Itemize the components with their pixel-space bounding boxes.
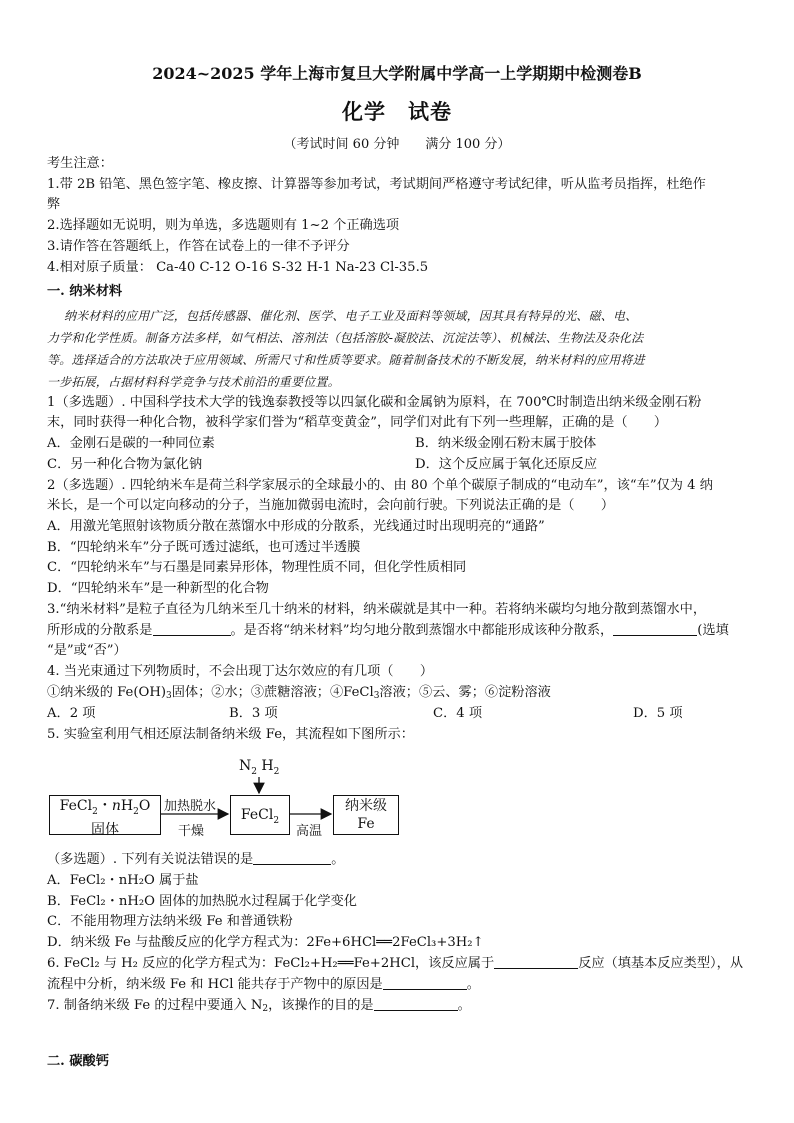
q2-option-b: B．“四轮纳米车”分子既可透过滤纸，也可透过半透膜	[47, 540, 361, 555]
q1-option-c: C．另一种化合物为氯化钠	[47, 457, 203, 472]
section-1-intro-4: 一步拓展，占据材料科学竞争与技术前沿的重要位置。	[47, 375, 340, 389]
q5-option-a: A．FeCl₂・nH₂O 属于盐	[47, 873, 199, 888]
box2-sub: 2	[273, 815, 280, 826]
q4-items-a: ①纳米级的 Fe(OH)	[47, 685, 166, 700]
q2-option-a: A．用激光笔照射该物质分散在蒸馏水中形成的分散系，光线通过时出现明亮的“通路”	[47, 519, 545, 534]
q7-text-a: 7. 制备纳米级 Fe 的过程中要通入 N	[47, 998, 263, 1013]
notice-item-3: 3.请作答在答题纸上，作答在试卷上的一律不予评分	[47, 239, 350, 254]
arrow-1-bottom-label: 干燥	[178, 824, 205, 839]
q1-option-a: A．金刚石是碳的一种同位素	[47, 436, 215, 451]
flow-box-middle	[230, 795, 290, 835]
q1-option-b: B．纳米级金刚石粉末属于胶体	[415, 436, 597, 451]
box1-sub: 2	[92, 806, 98, 817]
q4-option-a: A．2 项	[47, 706, 96, 721]
q4-items-sub-2: 3	[373, 691, 380, 701]
q1-stem-1: 1（多选题）. 中国科学技术大学的钱逸泰教授等以四氯化碳和金属钠为原料，在 700℃时制造出纳米级金刚石粉	[47, 395, 702, 410]
section-1-heading: 一. 纳米材料	[47, 284, 123, 299]
q6-blank-2[interactable]	[383, 977, 467, 990]
exam-title: 2024~2025 学年上海市复旦大学附属中学高一上学期期中检测卷B	[152, 64, 642, 83]
box1-o: O	[138, 798, 151, 814]
q3-text-c: (选填	[697, 623, 729, 638]
box1-state: 固体	[91, 821, 119, 838]
notice-item-2: 2.选择题如无说明，则为单选，多选题则有 1~2 个正确选项	[47, 218, 400, 233]
box1-fecl: FeCl	[59, 798, 93, 814]
q1-option-d: D．这个反应属于氧化还原反应	[415, 457, 598, 472]
q5-blank[interactable]	[253, 852, 331, 865]
gas-n-sub: 2	[251, 766, 257, 777]
q3-stem-1: 3.“纳米材料”是粒子直径为几纳米至几十纳米的材料，纳米碳就是其中一种。若将纳米碳均匀地分散到蒸馏水中，	[47, 602, 707, 617]
q7-text-c: 。	[457, 998, 471, 1013]
arrow-1-top-label: 加热脱水	[164, 799, 217, 814]
q7-sub: 2	[262, 1004, 269, 1014]
q5-sub-stem	[47, 852, 344, 868]
q2-stem-2: 米长，是一个可以定向移动的分子，当施加微弱电流时，会向前行驶。下列说法正确的是（ ）	[47, 498, 615, 513]
box1-n: n	[111, 798, 121, 814]
q3-text-a: 所形成的分散系是	[47, 623, 153, 638]
q4-items-b: 固体；②水；③蔗糖溶液；④FeCl	[171, 685, 374, 700]
q4-option-b: B．3 项	[229, 706, 278, 721]
q5-option-c: C．不能用物理方法纳米级 Fe 和普通铁粉	[47, 914, 293, 929]
q6-text-d: 。	[466, 977, 480, 992]
gas-h: H	[256, 758, 274, 774]
box3-line-2: Fe	[357, 816, 375, 832]
q5-sub-stem-b: 。	[331, 852, 345, 867]
q6-text-b: 反应（填基本反应类型），从	[578, 956, 744, 971]
q6-line-2	[47, 977, 480, 993]
gas-n: N	[239, 758, 252, 774]
section-2-heading: 二. 碳酸钙	[47, 1054, 109, 1069]
q5-sub-stem-a: （多选题）. 下列有关说法错误的是	[47, 852, 254, 867]
q4-option-c: C．4 项	[433, 706, 483, 721]
box1-dot: ・	[97, 798, 112, 814]
q7-line	[47, 998, 471, 1014]
gas-label	[239, 758, 279, 777]
subject-title: 化学 试卷	[342, 99, 452, 124]
q3-text-b: 。是否将“纳米材料”均匀地分散到蒸馏水中都能形成该种分散系，	[230, 623, 614, 638]
flow-box-start	[49, 795, 161, 838]
q2-option-c: C．“四轮纳米车”与石墨是同素异形体，物理性质不同，但化学性质相同	[47, 560, 467, 575]
q6-text-c: 流程中分析，纳米级 Fe 和 HCl 能共存于产物中的原因是	[47, 977, 383, 992]
q6-blank-1[interactable]	[494, 956, 578, 969]
box1-sub-2: 2	[133, 806, 139, 817]
section-1-intro-1: 纳米材料的应用广泛，包括传感器、催化剂、医学、电子工业及面料等领域，因其具有特异的光、磁、电、	[64, 309, 638, 323]
q5-stem: 5. 实验室利用气相还原法制备纳米级 Fe，其流程如下图所示：	[47, 727, 414, 742]
q5-option-d: D．纳米级 Fe 与盐酸反应的化学方程式为：2Fe+6HCl══2FeCl₃+3H₂↑	[47, 935, 484, 950]
q3-stem-3: “是”或“否”）	[47, 643, 127, 658]
q4-items-c: 溶液；⑤云、雾；⑥淀粉溶液	[379, 685, 551, 700]
q7-text-b: ，该操作的目的是	[268, 998, 374, 1013]
section-1-intro-2: 力学和化学性质。制备方法多样，如气相法、溶剂法（包括溶胶-凝胶法、沉淀法等）、机械法、生物法及杂化法	[47, 331, 644, 345]
box1-h: H	[120, 798, 134, 814]
section-1-intro-3: 等。选择适合的方法取决于应用领域、所需尺寸和性质等要求。随着制备技术的不断发展，纳米材料的应用将进	[47, 353, 645, 367]
q4-items-sub: 3	[165, 691, 172, 701]
notice-item-1: 1.带 2B 铅笔、黑色签字笔、橡皮擦、计算器等参加考试，考试期间严格遵守考试纪律，听从监考员指挥，杜绝作	[47, 177, 706, 192]
q6-text-a: 6. FeCl₂ 与 H₂ 反应的化学方程式为：FeCl₂+H₂══Fe+2HCl，该反应属于	[47, 956, 495, 971]
q1-stem-2: 末，同时获得一种化合物，被科学家们誉为“稻草变黄金”，同学们对此有下列一些理解，正确的是（ ）	[47, 415, 668, 430]
gas-h-sub: 2	[273, 766, 280, 777]
q2-stem-1: 2（多选题）. 四轮纳米车是荷兰科学家展示的全球最小的、由 80 个单个碳原子制成的“电动车”，该“车”仅为 4 纳	[47, 478, 713, 493]
box3-line-1: 纳米级	[345, 798, 387, 814]
box2-fecl: FeCl	[240, 807, 274, 823]
q6-line-1	[47, 956, 743, 972]
notice-item-1-cont: 弊	[47, 197, 61, 212]
flow-box-end	[333, 795, 399, 835]
q4-option-d: D．5 项	[633, 706, 683, 721]
q2-option-d: D．“四轮纳米车”是一种新型的化合物	[47, 581, 269, 596]
q7-blank[interactable]	[374, 998, 458, 1011]
time-note: （考试时间 60 分钟 满分 100 分）	[283, 137, 511, 152]
notice-heading: 考生注意：	[47, 156, 113, 171]
q4-stem: 4. 当光束通过下列物质时，不会出现丁达尔效应的有几项（ ）	[47, 664, 434, 679]
arrow-2-bottom-label: 高温	[296, 824, 323, 839]
notice-item-4: 4.相对原子质量： Ca-40 C-12 O-16 S-32 H-1 Na-23 Cl-35.5	[47, 260, 429, 275]
q5-option-b: B．FeCl₂・nH₂O 固体的加热脱水过程属于化学变化	[47, 894, 357, 909]
